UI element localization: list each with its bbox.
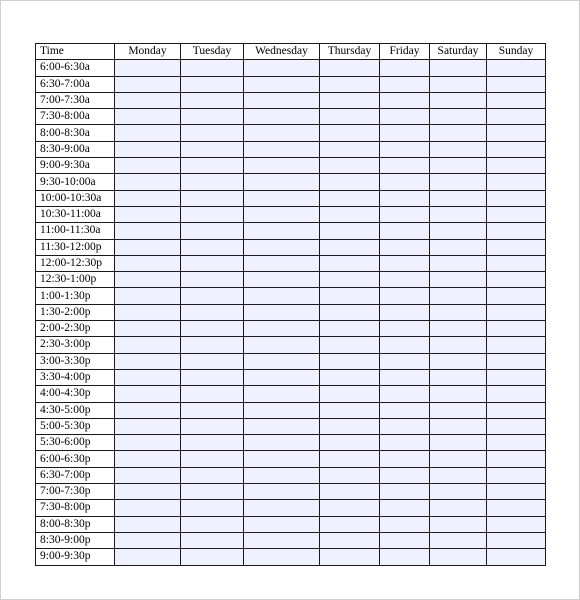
schedule-cell-monday[interactable] [115, 109, 181, 125]
schedule-cell-friday[interactable] [380, 369, 430, 385]
schedule-cell-thursday[interactable] [320, 337, 380, 353]
schedule-cell-wednesday[interactable] [244, 386, 320, 402]
schedule-cell-wednesday[interactable] [244, 418, 320, 434]
time-slot-label: 10:30-11:00a [36, 206, 115, 222]
schedule-cell-thursday[interactable] [320, 353, 380, 369]
schedule-cell-tuesday[interactable] [181, 76, 244, 92]
schedule-cell-thursday[interactable] [320, 451, 380, 467]
schedule-cell-thursday[interactable] [320, 60, 380, 76]
schedule-row [36, 337, 546, 353]
schedule-cell-friday[interactable] [380, 190, 430, 206]
time-slot-label: 8:00-8:30p [36, 516, 115, 532]
schedule-cell-wednesday[interactable] [244, 109, 320, 125]
schedule-cell-saturday[interactable] [430, 109, 487, 125]
schedule-row [36, 223, 546, 239]
schedule-cell-friday[interactable] [380, 467, 430, 483]
schedule-cell-monday[interactable] [115, 190, 181, 206]
schedule-cell-wednesday[interactable] [244, 451, 320, 467]
schedule-row [36, 272, 546, 288]
schedule-row [36, 402, 546, 418]
schedule-cell-friday[interactable] [380, 353, 430, 369]
schedule-cell-wednesday[interactable] [244, 304, 320, 320]
time-slot-label: 8:00-8:30a [36, 125, 115, 141]
schedule-cell-monday[interactable] [115, 532, 181, 548]
time-slot-label: 11:00-11:30a [36, 223, 115, 239]
schedule-cell-monday[interactable] [115, 158, 181, 174]
time-slot-label: 7:00-7:30p [36, 484, 115, 500]
schedule-cell-saturday[interactable] [430, 141, 487, 157]
schedule-cell-saturday[interactable] [430, 353, 487, 369]
schedule-cell-sunday[interactable] [487, 386, 546, 402]
schedule-cell-sunday[interactable] [487, 467, 546, 483]
schedule-cell-wednesday[interactable] [244, 435, 320, 451]
schedule-row [36, 418, 546, 434]
schedule-cell-sunday[interactable] [487, 418, 546, 434]
schedule-cell-monday[interactable] [115, 125, 181, 141]
schedule-cell-tuesday[interactable] [181, 500, 244, 516]
time-slot-label: 6:30-7:00p [36, 467, 115, 483]
time-slot-label: 1:00-1:30p [36, 288, 115, 304]
schedule-cell-monday[interactable] [115, 516, 181, 532]
schedule-cell-sunday[interactable] [487, 500, 546, 516]
time-slot-label: 7:00-7:30a [36, 92, 115, 108]
schedule-cell-sunday[interactable] [487, 435, 546, 451]
schedule-cell-wednesday[interactable] [244, 467, 320, 483]
schedule-cell-wednesday[interactable] [244, 288, 320, 304]
schedule-cell-tuesday[interactable] [181, 92, 244, 108]
schedule-cell-tuesday[interactable] [181, 451, 244, 467]
schedule-cell-thursday[interactable] [320, 402, 380, 418]
schedule-cell-tuesday[interactable] [181, 337, 244, 353]
schedule-cell-monday[interactable] [115, 76, 181, 92]
schedule-cell-sunday[interactable] [487, 255, 546, 271]
schedule-cell-tuesday[interactable] [181, 125, 244, 141]
time-slot-label: 8:30-9:00p [36, 532, 115, 548]
schedule-cell-thursday[interactable] [320, 386, 380, 402]
schedule-cell-sunday[interactable] [487, 304, 546, 320]
schedule-cell-thursday[interactable] [320, 304, 380, 320]
schedule-cell-tuesday[interactable] [181, 239, 244, 255]
schedule-cell-friday[interactable] [380, 532, 430, 548]
schedule-cell-friday[interactable] [380, 288, 430, 304]
schedule-cell-sunday[interactable] [487, 141, 546, 157]
schedule-body [36, 60, 546, 565]
schedule-row [36, 484, 546, 500]
time-slot-label: 2:00-2:30p [36, 321, 115, 337]
schedule-cell-tuesday[interactable] [181, 288, 244, 304]
schedule-cell-tuesday[interactable] [181, 435, 244, 451]
schedule-row [36, 76, 546, 92]
schedule-cell-saturday[interactable] [430, 516, 487, 532]
schedule-row [36, 532, 546, 548]
schedule-cell-sunday[interactable] [487, 92, 546, 108]
schedule-cell-monday[interactable] [115, 60, 181, 76]
schedule-cell-friday[interactable] [380, 272, 430, 288]
schedule-cell-wednesday[interactable] [244, 239, 320, 255]
time-column-header: Time [36, 44, 115, 60]
schedule-row [36, 549, 546, 565]
schedule-cell-thursday[interactable] [320, 76, 380, 92]
schedule-cell-sunday[interactable] [487, 484, 546, 500]
time-slot-label: 5:00-5:30p [36, 418, 115, 434]
schedule-cell-tuesday[interactable] [181, 206, 244, 222]
schedule-cell-saturday[interactable] [430, 500, 487, 516]
schedule-cell-saturday[interactable] [430, 255, 487, 271]
schedule-cell-monday[interactable] [115, 174, 181, 190]
header-row [36, 44, 546, 60]
schedule-cell-sunday[interactable] [487, 337, 546, 353]
schedule-cell-saturday[interactable] [430, 76, 487, 92]
schedule-cell-thursday[interactable] [320, 467, 380, 483]
schedule-row [36, 174, 546, 190]
schedule-row [36, 255, 546, 271]
schedule-cell-saturday[interactable] [430, 369, 487, 385]
schedule-cell-thursday[interactable] [320, 92, 380, 108]
schedule-cell-sunday[interactable] [487, 369, 546, 385]
schedule-cell-thursday[interactable] [320, 418, 380, 434]
schedule-cell-friday[interactable] [380, 337, 430, 353]
schedule-cell-wednesday[interactable] [244, 484, 320, 500]
schedule-cell-monday[interactable] [115, 272, 181, 288]
schedule-cell-saturday[interactable] [430, 402, 487, 418]
schedule-cell-sunday[interactable] [487, 532, 546, 548]
schedule-cell-saturday[interactable] [430, 549, 487, 565]
schedule-cell-saturday[interactable] [430, 321, 487, 337]
schedule-cell-wednesday[interactable] [244, 125, 320, 141]
schedule-cell-friday[interactable] [380, 451, 430, 467]
schedule-cell-monday[interactable] [115, 337, 181, 353]
schedule-cell-friday[interactable] [380, 223, 430, 239]
day-header-sunday: Sunday [487, 44, 546, 60]
schedule-cell-saturday[interactable] [430, 484, 487, 500]
schedule-cell-thursday[interactable] [320, 125, 380, 141]
time-slot-label: 4:30-5:00p [36, 402, 115, 418]
day-header-tuesday: Tuesday [181, 44, 244, 60]
schedule-cell-tuesday[interactable] [181, 386, 244, 402]
schedule-cell-wednesday[interactable] [244, 337, 320, 353]
schedule-cell-friday[interactable] [380, 386, 430, 402]
schedule-cell-sunday[interactable] [487, 125, 546, 141]
schedule-cell-saturday[interactable] [430, 532, 487, 548]
schedule-cell-saturday[interactable] [430, 125, 487, 141]
schedule-cell-monday[interactable] [115, 321, 181, 337]
schedule-row [36, 304, 546, 320]
schedule-cell-thursday[interactable] [320, 158, 380, 174]
schedule-cell-wednesday[interactable] [244, 255, 320, 271]
schedule-cell-sunday[interactable] [487, 239, 546, 255]
schedule-cell-wednesday[interactable] [244, 500, 320, 516]
schedule-cell-monday[interactable] [115, 418, 181, 434]
schedule-row [36, 109, 546, 125]
schedule-cell-monday[interactable] [115, 369, 181, 385]
time-slot-label: 8:30-9:00a [36, 141, 115, 157]
schedule-cell-sunday[interactable] [487, 402, 546, 418]
schedule-cell-monday[interactable] [115, 92, 181, 108]
schedule-cell-sunday[interactable] [487, 174, 546, 190]
schedule-cell-thursday[interactable] [320, 321, 380, 337]
schedule-cell-friday[interactable] [380, 206, 430, 222]
schedule-cell-thursday[interactable] [320, 516, 380, 532]
schedule-cell-friday[interactable] [380, 321, 430, 337]
schedule-cell-thursday[interactable] [320, 239, 380, 255]
schedule-cell-saturday[interactable] [430, 206, 487, 222]
schedule-cell-monday[interactable] [115, 206, 181, 222]
schedule-cell-saturday[interactable] [430, 304, 487, 320]
schedule-row [36, 386, 546, 402]
schedule-row [36, 369, 546, 385]
schedule-cell-thursday[interactable] [320, 484, 380, 500]
schedule-cell-wednesday[interactable] [244, 158, 320, 174]
schedule-row [36, 516, 546, 532]
schedule-cell-saturday[interactable] [430, 239, 487, 255]
schedule-cell-monday[interactable] [115, 500, 181, 516]
day-header-thursday: Thursday [320, 44, 380, 60]
schedule-cell-saturday[interactable] [430, 223, 487, 239]
time-slot-label: 7:30-8:00a [36, 109, 115, 125]
schedule-row [36, 353, 546, 369]
schedule-cell-tuesday[interactable] [181, 174, 244, 190]
schedule-cell-friday[interactable] [380, 60, 430, 76]
schedule-cell-tuesday[interactable] [181, 223, 244, 239]
schedule-cell-monday[interactable] [115, 386, 181, 402]
schedule-cell-thursday[interactable] [320, 369, 380, 385]
schedule-cell-friday[interactable] [380, 174, 430, 190]
schedule-cell-friday[interactable] [380, 484, 430, 500]
schedule-cell-monday[interactable] [115, 223, 181, 239]
schedule-cell-tuesday[interactable] [181, 516, 244, 532]
schedule-cell-tuesday[interactable] [181, 158, 244, 174]
schedule-cell-friday[interactable] [380, 304, 430, 320]
schedule-cell-sunday[interactable] [487, 223, 546, 239]
schedule-cell-sunday[interactable] [487, 190, 546, 206]
schedule-cell-sunday[interactable] [487, 549, 546, 565]
schedule-row [36, 435, 546, 451]
schedule-cell-monday[interactable] [115, 451, 181, 467]
schedule-cell-sunday[interactable] [487, 158, 546, 174]
schedule-cell-wednesday[interactable] [244, 402, 320, 418]
schedule-row [36, 451, 546, 467]
schedule-cell-monday[interactable] [115, 549, 181, 565]
schedule-cell-thursday[interactable] [320, 549, 380, 565]
schedule-cell-saturday[interactable] [430, 272, 487, 288]
schedule-row [36, 500, 546, 516]
schedule-cell-friday[interactable] [380, 500, 430, 516]
schedule-cell-saturday[interactable] [430, 386, 487, 402]
schedule-cell-monday[interactable] [115, 484, 181, 500]
schedule-row [36, 141, 546, 157]
schedule-row [36, 239, 546, 255]
time-slot-label: 5:30-6:00p [36, 435, 115, 451]
time-slot-label: 9:00-9:30p [36, 549, 115, 565]
schedule-cell-saturday[interactable] [430, 337, 487, 353]
day-header-friday: Friday [380, 44, 430, 60]
time-slot-label: 6:00-6:30p [36, 451, 115, 467]
time-slot-label: 3:30-4:00p [36, 369, 115, 385]
schedule-cell-friday[interactable] [380, 141, 430, 157]
schedule-cell-wednesday[interactable] [244, 206, 320, 222]
time-slot-label: 1:30-2:00p [36, 304, 115, 320]
schedule-cell-monday[interactable] [115, 239, 181, 255]
schedule-cell-monday[interactable] [115, 353, 181, 369]
schedule-cell-friday[interactable] [380, 549, 430, 565]
time-slot-label: 12:30-1:00p [36, 272, 115, 288]
schedule-cell-friday[interactable] [380, 402, 430, 418]
schedule-cell-wednesday[interactable] [244, 141, 320, 157]
time-slot-label: 12:00-12:30p [36, 255, 115, 271]
schedule-cell-monday[interactable] [115, 304, 181, 320]
schedule-cell-friday[interactable] [380, 125, 430, 141]
schedule-cell-friday[interactable] [380, 76, 430, 92]
schedule-row [36, 206, 546, 222]
schedule-cell-friday[interactable] [380, 418, 430, 434]
schedule-cell-tuesday[interactable] [181, 353, 244, 369]
schedule-cell-thursday[interactable] [320, 272, 380, 288]
schedule-cell-saturday[interactable] [430, 418, 487, 434]
time-slot-label: 7:30-8:00p [36, 500, 115, 516]
schedule-cell-sunday[interactable] [487, 272, 546, 288]
schedule-cell-tuesday[interactable] [181, 369, 244, 385]
time-slot-label: 3:00-3:30p [36, 353, 115, 369]
schedule-cell-friday[interactable] [380, 158, 430, 174]
schedule-row [36, 125, 546, 141]
day-header-saturday: Saturday [430, 44, 487, 60]
schedule-cell-friday[interactable] [380, 516, 430, 532]
day-header-wednesday: Wednesday [244, 44, 320, 60]
day-header-monday: Monday [115, 44, 181, 60]
schedule-cell-wednesday[interactable] [244, 223, 320, 239]
schedule-row [36, 190, 546, 206]
schedule-cell-tuesday[interactable] [181, 255, 244, 271]
schedule-cell-tuesday[interactable] [181, 141, 244, 157]
schedule-cell-tuesday[interactable] [181, 109, 244, 125]
schedule-cell-saturday[interactable] [430, 467, 487, 483]
schedule-cell-monday[interactable] [115, 141, 181, 157]
schedule-cell-wednesday[interactable] [244, 60, 320, 76]
schedule-row [36, 158, 546, 174]
time-slot-label: 10:00-10:30a [36, 190, 115, 206]
schedule-cell-thursday[interactable] [320, 500, 380, 516]
schedule-cell-friday[interactable] [380, 239, 430, 255]
schedule-cell-tuesday[interactable] [181, 467, 244, 483]
schedule-cell-wednesday[interactable] [244, 76, 320, 92]
time-slot-label: 6:30-7:00a [36, 76, 115, 92]
schedule-cell-friday[interactable] [380, 255, 430, 271]
schedule-cell-wednesday[interactable] [244, 92, 320, 108]
schedule-cell-tuesday[interactable] [181, 418, 244, 434]
schedule-cell-monday[interactable] [115, 255, 181, 271]
schedule-cell-sunday[interactable] [487, 353, 546, 369]
schedule-row [36, 60, 546, 76]
schedule-cell-saturday[interactable] [430, 92, 487, 108]
schedule-cell-wednesday[interactable] [244, 532, 320, 548]
schedule-cell-friday[interactable] [380, 435, 430, 451]
schedule-cell-monday[interactable] [115, 467, 181, 483]
time-slot-label: 2:30-3:00p [36, 337, 115, 353]
schedule-cell-tuesday[interactable] [181, 484, 244, 500]
schedule-cell-thursday[interactable] [320, 141, 380, 157]
schedule-cell-sunday[interactable] [487, 60, 546, 76]
schedule-cell-thursday[interactable] [320, 532, 380, 548]
time-slot-label: 4:00-4:30p [36, 386, 115, 402]
schedule-cell-saturday[interactable] [430, 288, 487, 304]
schedule-cell-monday[interactable] [115, 402, 181, 418]
time-slot-label: 9:30-10:00a [36, 174, 115, 190]
schedule-cell-friday[interactable] [380, 92, 430, 108]
schedule-cell-tuesday[interactable] [181, 190, 244, 206]
weekly-schedule-table [35, 43, 546, 566]
schedule-cell-sunday[interactable] [487, 321, 546, 337]
time-slot-label: 11:30-12:00p [36, 239, 115, 255]
schedule-cell-wednesday[interactable] [244, 516, 320, 532]
schedule-cell-thursday[interactable] [320, 288, 380, 304]
schedule-cell-wednesday[interactable] [244, 353, 320, 369]
schedule-cell-monday[interactable] [115, 288, 181, 304]
schedule-cell-tuesday[interactable] [181, 60, 244, 76]
schedule-cell-thursday[interactable] [320, 223, 380, 239]
schedule-cell-thursday[interactable] [320, 174, 380, 190]
schedule-cell-saturday[interactable] [430, 174, 487, 190]
schedule-cell-saturday[interactable] [430, 158, 487, 174]
schedule-cell-tuesday[interactable] [181, 321, 244, 337]
schedule-cell-tuesday[interactable] [181, 272, 244, 288]
schedule-cell-thursday[interactable] [320, 109, 380, 125]
schedule-cell-wednesday[interactable] [244, 272, 320, 288]
schedule-cell-wednesday[interactable] [244, 369, 320, 385]
schedule-cell-wednesday[interactable] [244, 190, 320, 206]
schedule-cell-tuesday[interactable] [181, 402, 244, 418]
schedule-cell-saturday[interactable] [430, 435, 487, 451]
schedule-cell-wednesday[interactable] [244, 321, 320, 337]
schedule-cell-sunday[interactable] [487, 451, 546, 467]
schedule-cell-wednesday[interactable] [244, 174, 320, 190]
time-slot-label: 9:00-9:30a [36, 158, 115, 174]
schedule-cell-tuesday[interactable] [181, 532, 244, 548]
schedule-cell-saturday[interactable] [430, 451, 487, 467]
schedule-cell-tuesday[interactable] [181, 549, 244, 565]
schedule-cell-sunday[interactable] [487, 288, 546, 304]
schedule-cell-wednesday[interactable] [244, 549, 320, 565]
schedule-cell-sunday[interactable] [487, 516, 546, 532]
time-slot-label: 6:00-6:30a [36, 60, 115, 76]
schedule-cell-saturday[interactable] [430, 60, 487, 76]
schedule-cell-tuesday[interactable] [181, 304, 244, 320]
schedule-cell-thursday[interactable] [320, 190, 380, 206]
schedule-row [36, 288, 546, 304]
schedule-cell-monday[interactable] [115, 435, 181, 451]
schedule-row [36, 321, 546, 337]
schedule-cell-thursday[interactable] [320, 435, 380, 451]
schedule-row [36, 92, 546, 108]
schedule-cell-sunday[interactable] [487, 206, 546, 222]
schedule-cell-thursday[interactable] [320, 206, 380, 222]
schedule-row [36, 467, 546, 483]
schedule-cell-saturday[interactable] [430, 190, 487, 206]
schedule-cell-friday[interactable] [380, 109, 430, 125]
schedule-cell-thursday[interactable] [320, 255, 380, 271]
schedule-cell-sunday[interactable] [487, 109, 546, 125]
schedule-cell-sunday[interactable] [487, 76, 546, 92]
